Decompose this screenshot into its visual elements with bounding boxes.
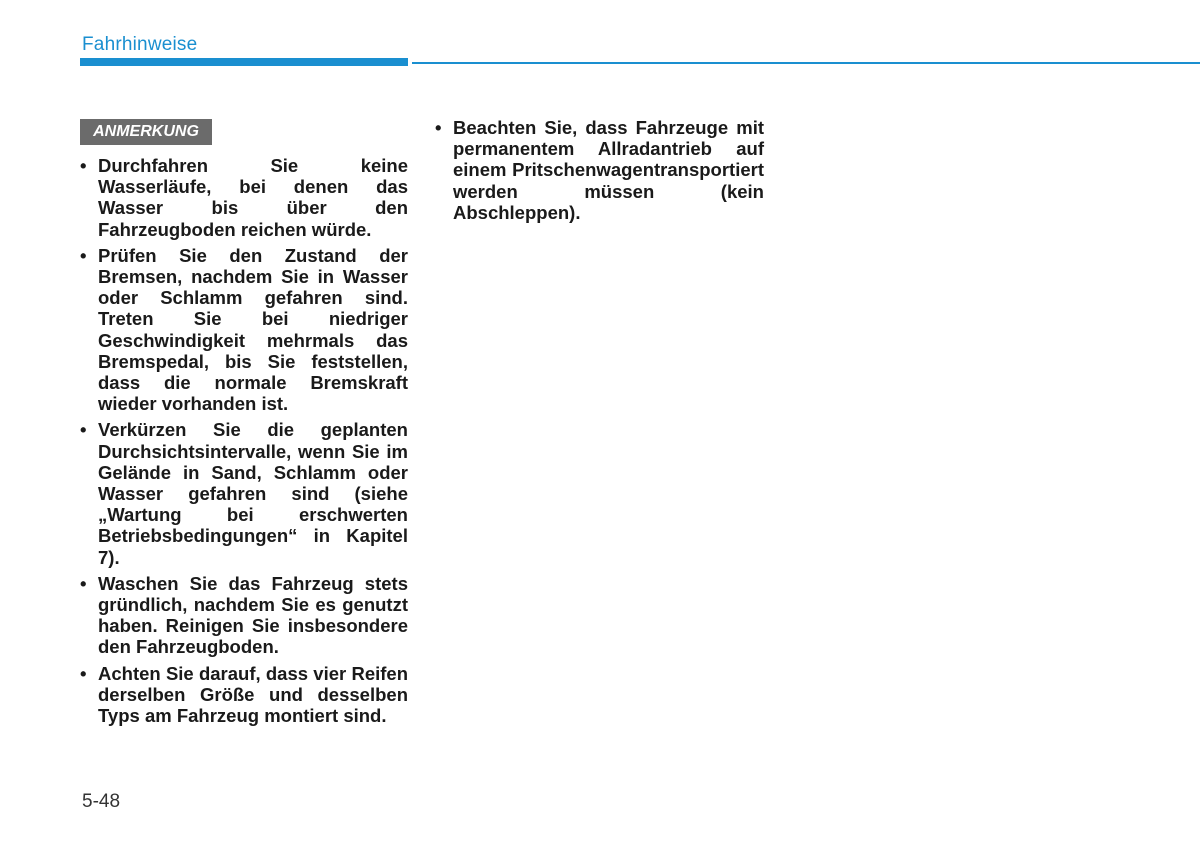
page-number: 5-48 bbox=[82, 791, 121, 812]
left-bullet-list bbox=[80, 155, 408, 726]
list-item: • Waschen Sie das Fahrzeug stets gründlich, nachdem Sie es genutzt haben. Reinigen Sie insbesondere den Fahrzeugboden. bbox=[80, 573, 408, 658]
header-rule-thick bbox=[80, 58, 408, 66]
list-item: • Verkürzen Sie die geplanten Durchsichtsintervalle, wenn Sie im Gelände in Sand, Schlamm oder Wasser gefahren sind (siehe „Wartung bei erschwerten Betriebsbedingungen“ in Kapitel 7). bbox=[80, 419, 408, 567]
list-item: • Achten Sie darauf, dass vier Reifen derselben Größe und desselben Typs am Fahrzeug montiert sind. bbox=[80, 663, 408, 727]
list-item: • Beachten Sie, dass Fahrzeuge mit permanentem Allradantrieb auf einem Pritschenwagentransportiert werden müssen (kein Abschleppen). bbox=[435, 117, 764, 223]
right-bullet-list bbox=[435, 117, 764, 223]
right-column bbox=[435, 117, 764, 228]
list-item: • Prüfen Sie den Zustand der Bremsen, nachdem Sie in Wasser oder Schlamm gefahren sind. Treten Sie bei niedriger Geschwindigkeit mehrmals das Bremspedal, bis Sie feststellen, dass die normale Bremskraft wieder vorhanden ist. bbox=[80, 245, 408, 415]
left-column bbox=[80, 155, 408, 731]
section-title: Fahrhinweise bbox=[82, 34, 198, 55]
header-rule-thin bbox=[412, 62, 1200, 64]
note-badge: ANMERKUNG bbox=[80, 119, 212, 145]
list-item: • Durchfahren Sie keine Wasserläufe, bei denen das Wasser bis über den Fahrzeugboden reichen würde. bbox=[80, 155, 408, 240]
